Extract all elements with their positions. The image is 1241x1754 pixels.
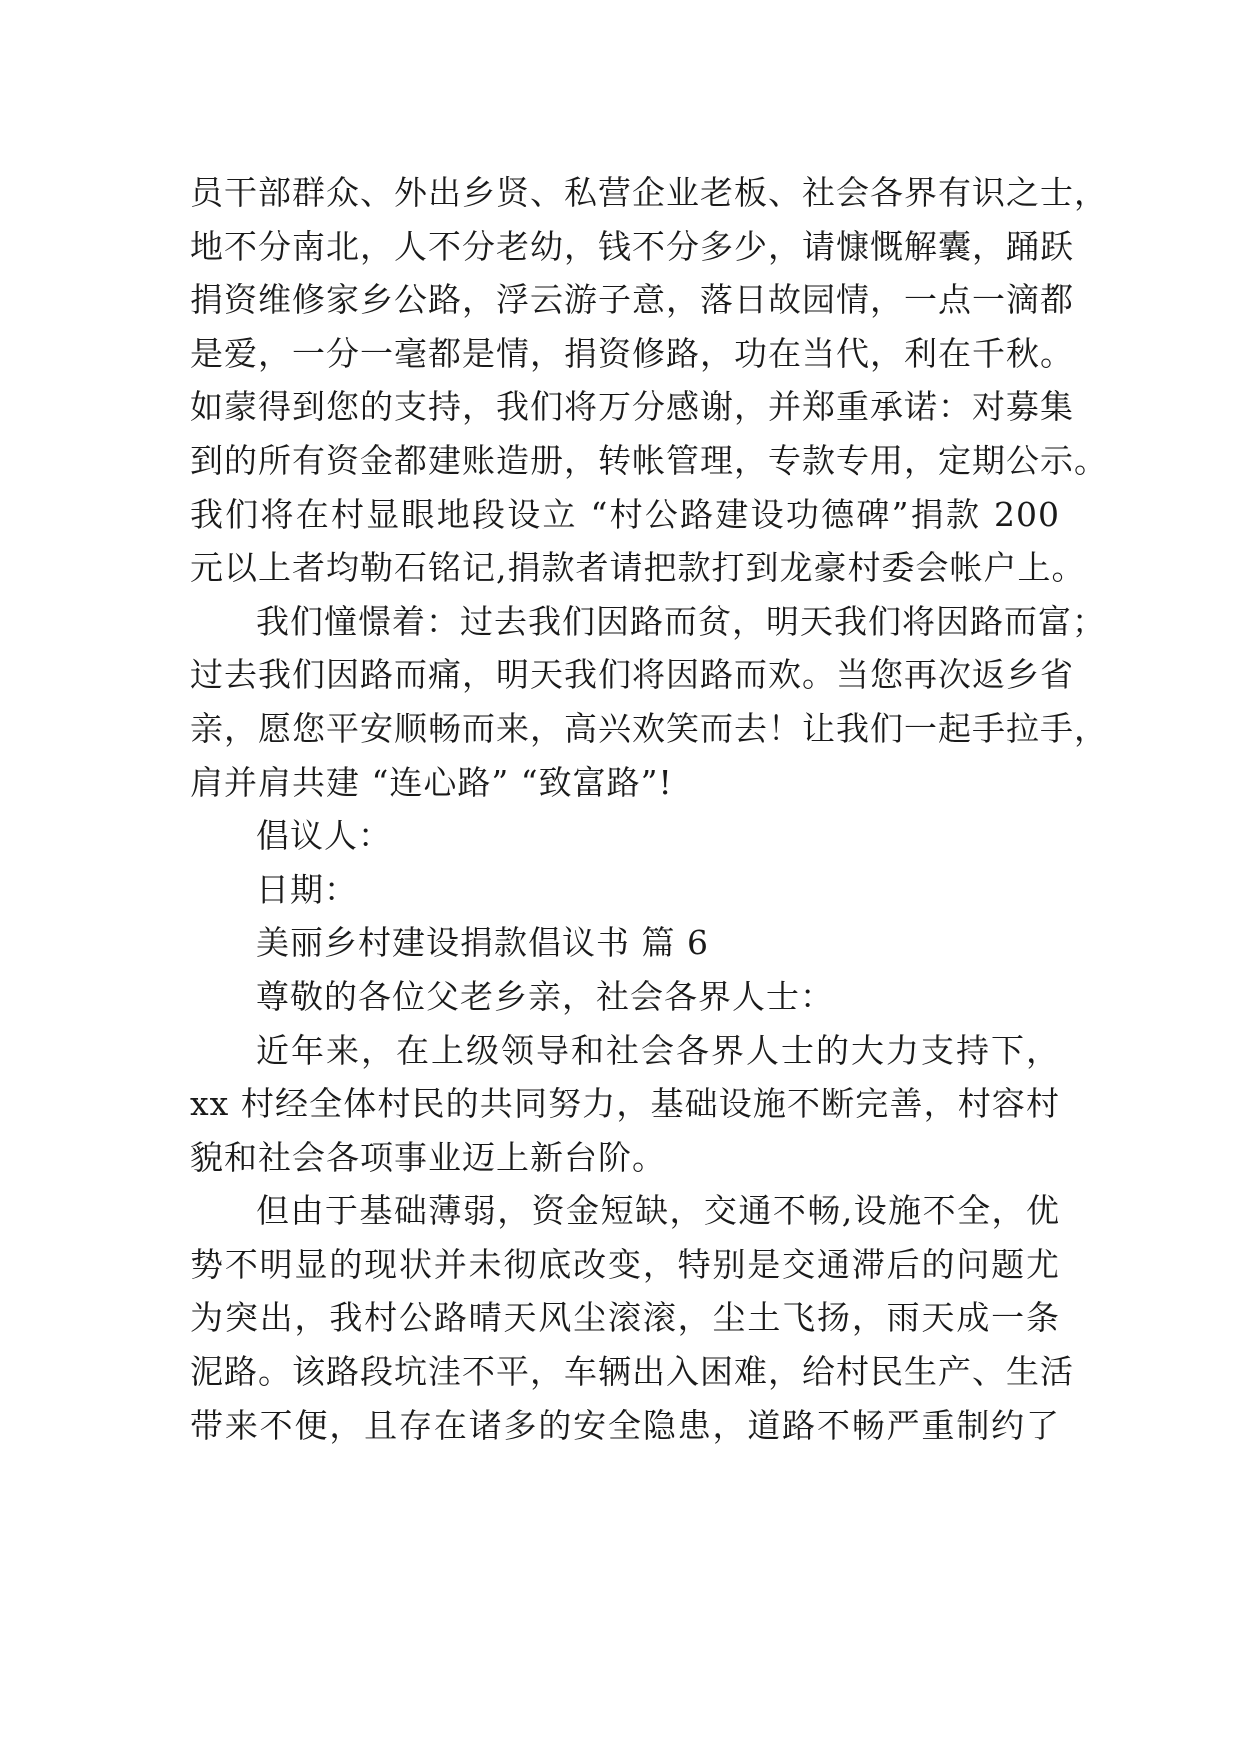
text-line: 地不分南北，人不分老幼，钱不分多少，请慷慨解囊，踊跃 <box>190 226 1074 266</box>
text-line: 过去我们因路而痛，明天我们将因路而欢。当您再次返乡省 <box>190 655 1074 695</box>
text-line: 为突出，我村公路晴天风尘滚滚，尘土飞扬，雨天成一条 <box>190 1298 1060 1338</box>
text-line: 带来不便，且存在诸多的安全隐患，道路不畅严重制约了 <box>190 1405 1060 1445</box>
text-line: 到的所有资金都建账造册，转帐管理，专款专用，定期公示。 <box>190 440 1108 480</box>
text-line: 元以上者均勒石铭记,捐款者请把款打到龙豪村委会帐户上。 <box>190 548 1086 588</box>
text-line: 貌和社会各项事业迈上新台阶。 <box>190 1137 666 1177</box>
text-line: xx 村经全体村民的共同努力，基础设施不断完善，村容村 <box>190 1084 1060 1124</box>
text-line: 尊敬的各位父老乡亲，社会各界人士： <box>256 976 834 1016</box>
text-line: 势不明显的现状并未彻底改变，特别是交通滞后的问题尤 <box>190 1244 1060 1284</box>
text-line: 但由于基础薄弱，资金短缺，交通不畅,设施不全，优 <box>256 1191 1060 1231</box>
text-line: 员干部群众、外出乡贤、私营企业老板、社会各界有识之士， <box>190 173 1108 212</box>
text-line: 亲，愿您平安顺畅而来，高兴欢笑而去！让我们一起手拉手， <box>190 708 1108 748</box>
text-line: 肩并肩共建 “连心路” “致富路”! <box>190 762 673 802</box>
text-line: 我们憧憬着：过去我们因路而贫，明天我们将因路而富； <box>256 601 1106 641</box>
text-line: 是爱，一分一毫都是情，捐资修路，功在当代，利在千秋。 <box>190 333 1074 373</box>
text-line: 美丽乡村建设捐款倡议书 篇 6 <box>256 923 709 963</box>
text-line: 倡议人： <box>256 816 392 856</box>
text-line: 我们将在村显眼地段设立 “村公路建设功德碑”捐款 200 <box>190 494 1060 534</box>
text-line: 日期： <box>256 869 358 909</box>
text-line: 近年来，在上级领导和社会各界人士的大力支持下， <box>256 1030 1060 1070</box>
text-line: 如蒙得到您的支持，我们将万分感谢，并郑重承诺：对募集 <box>190 387 1074 427</box>
text-line: 泥路。该路段坑洼不平，车辆出入困难，给村民生产、生活 <box>190 1352 1074 1392</box>
text-line: 捐资维修家乡公路，浮云游子意，落日故园情，一点一滴都 <box>190 280 1074 320</box>
document-body <box>190 166 1108 1452</box>
